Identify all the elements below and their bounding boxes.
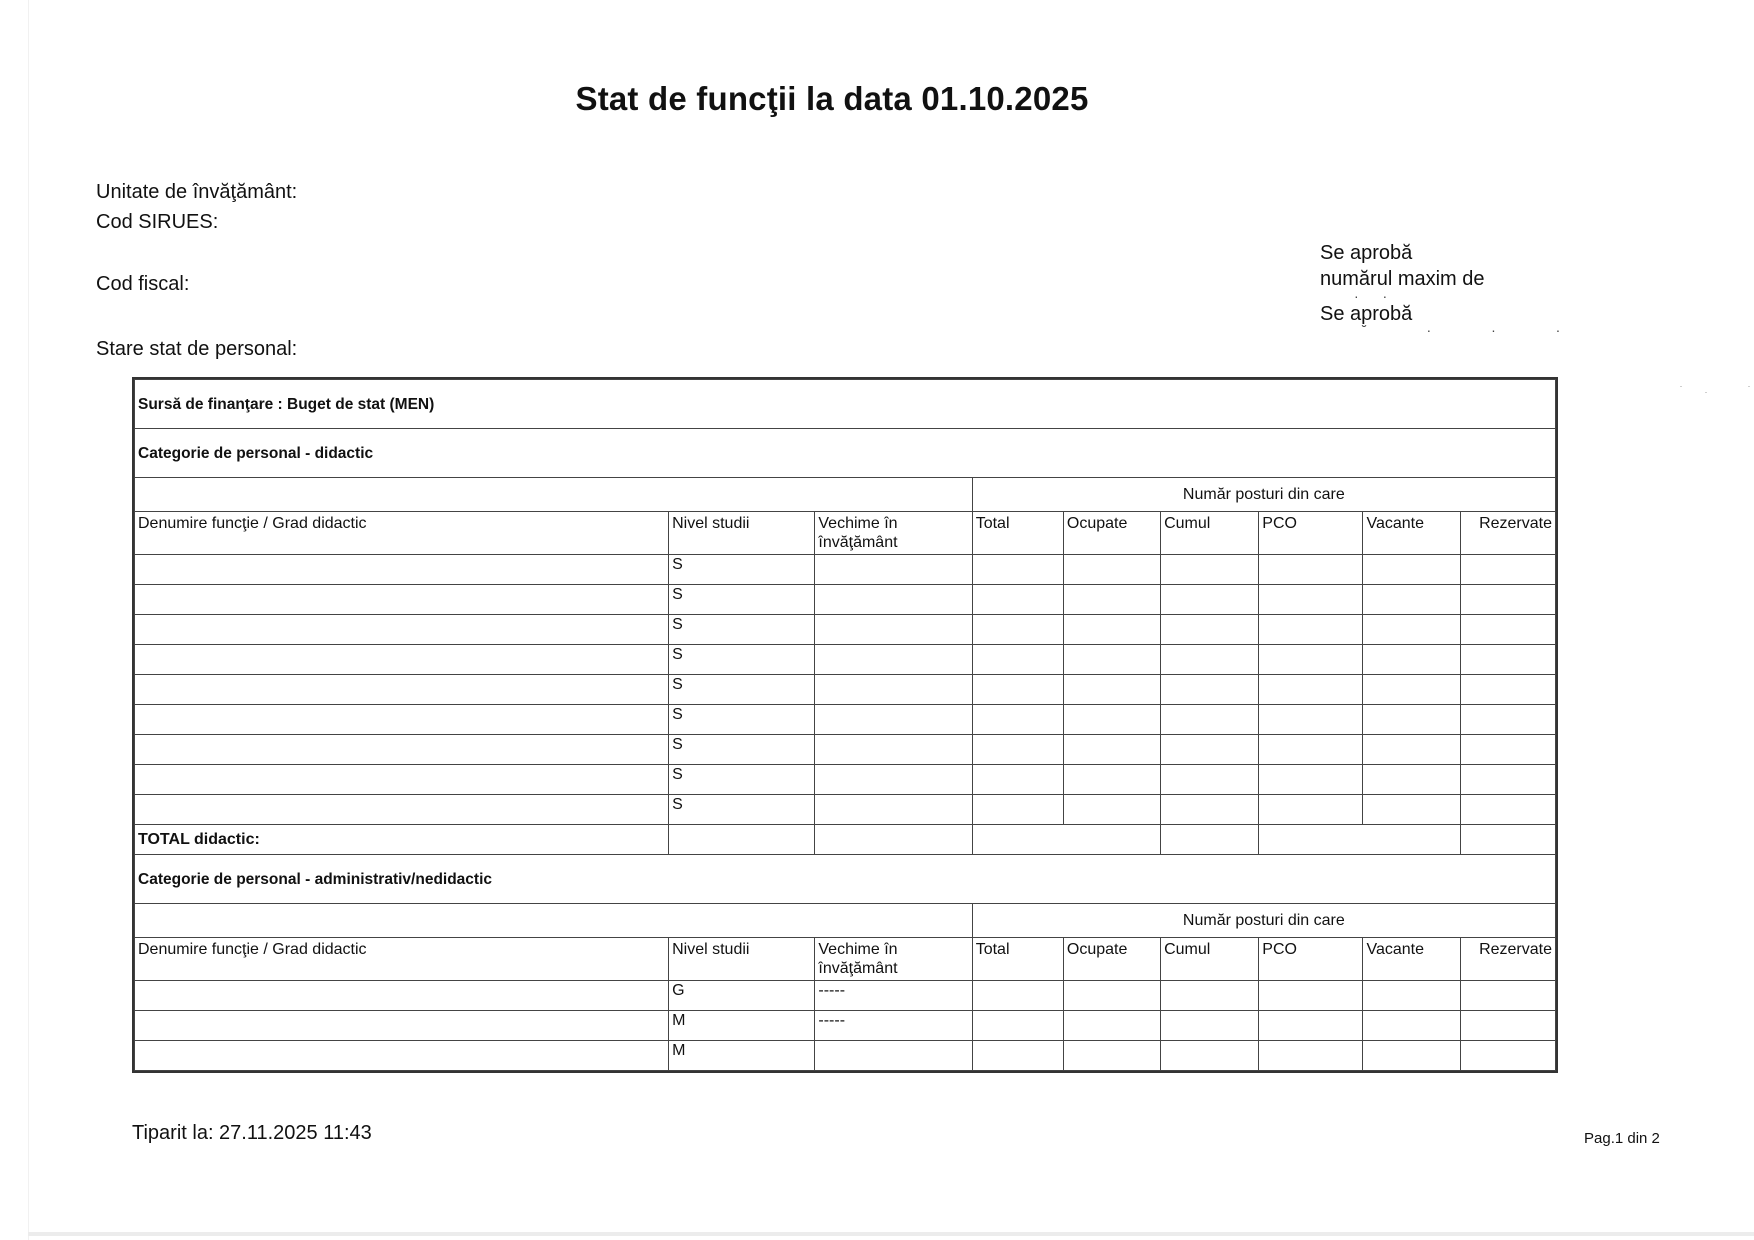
table-row: [135, 615, 1556, 645]
level-cell: S: [669, 795, 815, 825]
total-row: [135, 825, 1556, 855]
page-edge: [28, 0, 29, 1240]
table-row: [135, 795, 1556, 825]
page-number: Pag.1 din 2: [1584, 1130, 1660, 1147]
table-row: [135, 981, 1556, 1011]
level-cell: M: [669, 1011, 815, 1041]
level-cell: S: [669, 705, 815, 735]
posts-group-header: Număr posturi din care: [972, 904, 1555, 938]
col-cumul-header: Cumul: [1161, 512, 1259, 555]
group-spacer: [135, 478, 973, 512]
seniority-cell: [815, 765, 972, 795]
seniority-cell: [815, 675, 972, 705]
col-seniority-header: Vechime în învăţământ: [815, 938, 972, 981]
level-cell: S: [669, 675, 815, 705]
seniority-cell: [815, 705, 972, 735]
level-cell: S: [669, 585, 815, 615]
col-level-header: Nivel studii: [669, 938, 815, 981]
total-didactic-label: TOTAL didactic:: [135, 825, 669, 855]
seniority-cell: [815, 795, 972, 825]
seniority-cell: -----: [815, 1011, 972, 1041]
sirues-label: Cod SIRUES:: [96, 211, 219, 233]
state-label: Stare stat de personal:: [96, 338, 298, 360]
table-row: [135, 585, 1556, 615]
table-row: [135, 675, 1556, 705]
seniority-cell: -----: [815, 981, 972, 1011]
col-reserved-header: Rezervate: [1460, 512, 1555, 555]
level-cell: S: [669, 765, 815, 795]
approval-line-2: numărul maxim de: [1320, 268, 1485, 290]
cut-text-marks: ˘ · · ·: [1362, 322, 1589, 338]
fiscal-label: Cod fiscal:: [96, 273, 190, 295]
col-total-header: Total: [972, 512, 1063, 555]
seniority-cell: [815, 585, 972, 615]
col-pco-header: PCO: [1259, 938, 1363, 981]
level-cell: S: [669, 645, 815, 675]
scan-speck: [1680, 386, 1682, 387]
table-row: [135, 555, 1556, 585]
col-occupied-header: Ocupate: [1063, 512, 1160, 555]
funding-source: Sursă de finanţare : Buget de stat (MEN): [135, 380, 1556, 429]
category-admin: Categorie de personal - administrativ/nedidactic: [135, 855, 1556, 904]
col-name-header: Denumire funcţie / Grad didactic: [135, 938, 669, 981]
approval-line-1: Se aprobă: [1320, 242, 1413, 264]
table-row: [135, 645, 1556, 675]
table-row: [135, 1011, 1556, 1041]
level-cell: S: [669, 555, 815, 585]
level-cell: G: [669, 981, 815, 1011]
scan-speck: [1748, 386, 1750, 387]
approval-line-3: Se aprobă: [1320, 303, 1413, 325]
table-row: [135, 1041, 1556, 1071]
page-title: Stat de funcţii la data 01.10.2025: [575, 80, 1089, 117]
seniority-cell: [815, 555, 972, 585]
printed-timestamp: Tiparit la: 27.11.2025 11:43: [132, 1122, 372, 1144]
seniority-cell: [815, 735, 972, 765]
scan-edge: [28, 1232, 1754, 1236]
table-row: [135, 705, 1556, 735]
col-occupied-header: Ocupate: [1063, 938, 1160, 981]
col-name-header: Denumire funcţie / Grad didactic: [135, 512, 669, 555]
staff-table: [132, 377, 1558, 1073]
table-row: [135, 765, 1556, 795]
unit-label: Unitate de învăţământ:: [96, 181, 298, 203]
category-didactic: Categorie de personal - didactic: [135, 429, 1556, 478]
col-level-header: Nivel studii: [669, 512, 815, 555]
col-pco-header: PCO: [1259, 512, 1363, 555]
scan-speck: [1705, 392, 1707, 393]
level-cell: S: [669, 615, 815, 645]
seniority-cell: [815, 645, 972, 675]
cut-text-marks: · ·: [1354, 288, 1398, 304]
col-reserved-header: Rezervate: [1460, 938, 1555, 981]
col-seniority-header: Vechime în învăţământ: [815, 512, 972, 555]
table-row: [135, 735, 1556, 765]
level-cell: M: [669, 1041, 815, 1071]
col-vacant-header: Vacante: [1363, 512, 1460, 555]
level-cell: S: [669, 735, 815, 765]
group-spacer: [135, 904, 973, 938]
col-cumul-header: Cumul: [1161, 938, 1259, 981]
col-vacant-header: Vacante: [1363, 938, 1460, 981]
seniority-cell: [815, 615, 972, 645]
col-total-header: Total: [972, 938, 1063, 981]
seniority-cell: [815, 1041, 972, 1071]
posts-group-header: Număr posturi din care: [972, 478, 1555, 512]
